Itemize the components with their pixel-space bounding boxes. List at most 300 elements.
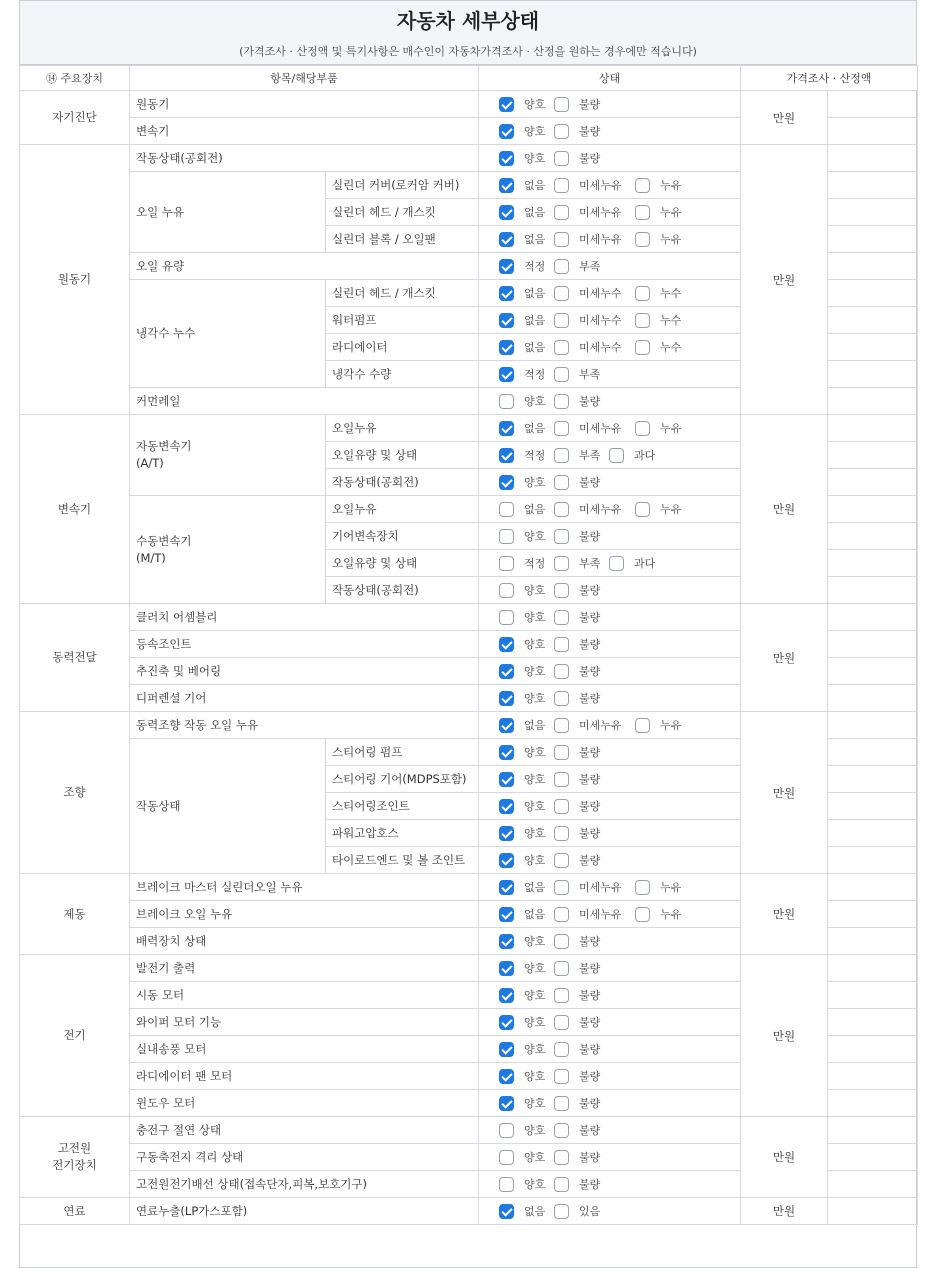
price-input-cell[interactable] (828, 685, 918, 712)
price-input-cell[interactable] (828, 442, 918, 469)
status-cell (479, 955, 741, 982)
checkbox[interactable] (554, 286, 569, 301)
checkbox[interactable] (499, 151, 514, 166)
checkbox[interactable] (554, 583, 569, 598)
option-label: 없음 (524, 503, 546, 516)
status-cell (479, 820, 741, 847)
header-price: 가격조사 · 산정액 (741, 66, 918, 91)
checkbox[interactable] (554, 529, 569, 544)
checkbox[interactable] (635, 880, 650, 895)
option-label: 양호 (524, 1178, 546, 1191)
option-label: 과다 (634, 449, 656, 462)
option-label: 없음 (524, 179, 546, 192)
checkbox[interactable] (635, 907, 650, 922)
checkbox[interactable] (499, 340, 514, 355)
status-cell (479, 1198, 741, 1225)
price-unit-cell: 만원 (741, 145, 828, 415)
checkbox[interactable] (499, 907, 514, 922)
price-unit-cell: 만원 (741, 91, 828, 145)
checkbox[interactable] (499, 583, 514, 598)
checkbox[interactable] (554, 1177, 569, 1192)
option-label: 누유 (660, 233, 682, 246)
item-cell: 배력장치 상태 (130, 928, 479, 955)
option-label: 양호 (524, 1043, 546, 1056)
checkbox[interactable] (499, 664, 514, 679)
status-cell (479, 658, 741, 685)
status-cell (479, 1090, 741, 1117)
status-cell (479, 226, 741, 253)
checkbox[interactable] (554, 961, 569, 976)
status-cell (479, 1036, 741, 1063)
price-unit-cell: 만원 (741, 604, 828, 712)
checkbox[interactable] (554, 151, 569, 166)
checkbox[interactable] (554, 988, 569, 1003)
checkbox[interactable] (499, 1042, 514, 1057)
price-input-cell[interactable] (828, 523, 918, 550)
option-label: 양호 (524, 800, 546, 813)
item-cell: 스티어링 기어(MDPS포함) (326, 766, 479, 793)
checkbox[interactable] (554, 718, 569, 733)
price-input-cell[interactable] (828, 361, 918, 388)
option-label: 적정 (524, 449, 546, 462)
checkbox[interactable] (554, 691, 569, 706)
item-cell: 동력조향 작동 오일 누유 (130, 712, 479, 739)
option-label: 미세누수 (579, 287, 622, 300)
checkbox[interactable] (554, 556, 569, 571)
option-label: 부족 (579, 368, 601, 381)
checkbox[interactable] (499, 934, 514, 949)
checkbox[interactable] (499, 1015, 514, 1030)
checkbox[interactable] (499, 961, 514, 976)
checkbox[interactable] (554, 799, 569, 814)
item-cell: 커먼레일 (130, 388, 479, 415)
table-row (20, 1198, 918, 1225)
option-label: 없음 (524, 233, 546, 246)
option-label: 미세누수 (579, 341, 622, 354)
item-cell: 시동 모터 (130, 982, 479, 1009)
checkbox[interactable] (554, 232, 569, 247)
inspection-form (19, 0, 917, 1268)
category-cell: 원동기 (20, 145, 130, 415)
price-input-cell[interactable] (828, 469, 918, 496)
option-label: 불량 (579, 827, 601, 840)
item-cell: 고전원전기배선 상태(접속단자,피복,보호기구) (130, 1171, 479, 1198)
price-input-cell[interactable] (828, 766, 918, 793)
price-input-cell[interactable] (828, 91, 918, 118)
option-label: 불량 (579, 152, 601, 165)
option-label: 불량 (579, 1070, 601, 1083)
checkbox[interactable] (635, 502, 650, 517)
header-status: 상태 (479, 66, 741, 91)
item-cell: 변속기 (130, 118, 479, 145)
price-input-cell[interactable] (828, 1009, 918, 1036)
option-label: 없음 (524, 287, 546, 300)
checkbox[interactable] (499, 556, 514, 571)
item-cell: 스티어링 펌프 (326, 739, 479, 766)
price-input-cell[interactable] (828, 226, 918, 253)
checkbox[interactable] (554, 475, 569, 490)
option-label: 양호 (524, 827, 546, 840)
option-label: 없음 (524, 206, 546, 219)
checkbox[interactable] (554, 178, 569, 193)
group-cell: 작동상태 (130, 739, 326, 874)
page-subtitle: (가격조사 · 산정액 및 특기사항은 매수인이 자동차가격조사 · 산정을 원하는 경우에만 적습니다) (239, 45, 697, 58)
price-input-cell[interactable] (828, 388, 918, 415)
price-input-cell[interactable] (828, 172, 918, 199)
checkbox[interactable] (499, 502, 514, 517)
checkbox[interactable] (554, 124, 569, 139)
price-input-cell[interactable] (828, 793, 918, 820)
checkbox[interactable] (554, 1042, 569, 1057)
checkbox[interactable] (609, 448, 624, 463)
checkbox[interactable] (554, 1150, 569, 1165)
status-cell (479, 469, 741, 496)
option-label: 불량 (579, 476, 601, 489)
status-cell (479, 118, 741, 145)
checkbox[interactable] (554, 205, 569, 220)
checkbox[interactable] (554, 826, 569, 841)
item-cell: 파워고압호스 (326, 820, 479, 847)
option-label: 누유 (660, 206, 682, 219)
price-input-cell[interactable] (828, 982, 918, 1009)
option-label: 불량 (579, 665, 601, 678)
option-label: 양호 (524, 692, 546, 705)
item-cell: 워터펌프 (326, 307, 479, 334)
checkbox[interactable] (554, 745, 569, 760)
table-row (20, 955, 918, 982)
option-label: 부족 (579, 449, 601, 462)
option-label: 적정 (524, 260, 546, 273)
option-label: 없음 (524, 422, 546, 435)
option-label: 적정 (524, 368, 546, 381)
table-header-row (20, 66, 918, 91)
item-cell: 오일누유 (326, 496, 479, 523)
price-unit-cell: 만원 (741, 874, 828, 955)
option-label: 누수 (660, 314, 682, 327)
checkbox[interactable] (635, 232, 650, 247)
item-cell: 작동상태(공회전) (326, 469, 479, 496)
status-cell (479, 1009, 741, 1036)
checkbox[interactable] (499, 1177, 514, 1192)
status-cell (479, 496, 741, 523)
price-input-cell[interactable] (828, 820, 918, 847)
option-label: 미세누유 (579, 206, 622, 219)
status-cell (479, 982, 741, 1009)
checkbox[interactable] (554, 259, 569, 274)
checkbox[interactable] (499, 313, 514, 328)
option-label: 불량 (579, 125, 601, 138)
checkbox[interactable] (554, 853, 569, 868)
item-cell: 라디에이터 (326, 334, 479, 361)
option-label: 누수 (660, 341, 682, 354)
group-cell: 냉각수 누수 (130, 280, 326, 388)
status-cell (479, 1117, 741, 1144)
price-input-cell[interactable] (828, 199, 918, 226)
option-label: 불량 (579, 611, 601, 624)
price-input-cell[interactable] (828, 415, 918, 442)
status-cell (479, 307, 741, 334)
checkbox[interactable] (499, 529, 514, 544)
checkbox[interactable] (499, 1069, 514, 1084)
category-cell: 연료 (20, 1198, 130, 1225)
status-cell (479, 361, 741, 388)
price-input-cell[interactable] (828, 550, 918, 577)
header-item: 항목/해당부품 (130, 66, 479, 91)
checkbox[interactable] (554, 394, 569, 409)
price-input-cell[interactable] (828, 739, 918, 766)
item-cell: 발전기 출력 (130, 955, 479, 982)
checkbox[interactable] (554, 313, 569, 328)
status-cell (479, 712, 741, 739)
checkbox[interactable] (554, 1204, 569, 1219)
checkbox[interactable] (499, 826, 514, 841)
option-label: 미세누유 (579, 908, 622, 921)
option-label: 없음 (524, 341, 546, 354)
status-cell (479, 199, 741, 226)
table-row (20, 604, 918, 631)
checkbox[interactable] (554, 448, 569, 463)
option-label: 없음 (524, 881, 546, 894)
group-cell: 자동변속기 (A/T) (130, 415, 326, 496)
checkbox[interactable] (499, 232, 514, 247)
condition-table (19, 65, 918, 1225)
option-label: 불량 (579, 854, 601, 867)
table-row (20, 415, 918, 442)
checkbox[interactable] (499, 475, 514, 490)
price-input-cell[interactable] (828, 658, 918, 685)
option-label: 미세누유 (579, 233, 622, 246)
option-label: 불량 (579, 962, 601, 975)
price-input-cell[interactable] (828, 1144, 918, 1171)
option-label: 양호 (524, 584, 546, 597)
option-label: 불량 (579, 98, 601, 111)
price-input-cell[interactable] (828, 1063, 918, 1090)
option-label: 불량 (579, 800, 601, 813)
checkbox[interactable] (554, 421, 569, 436)
item-cell: 등속조인트 (130, 631, 479, 658)
price-input-cell[interactable] (828, 847, 918, 874)
status-cell (479, 604, 741, 631)
checkbox[interactable] (499, 97, 514, 112)
checkbox[interactable] (635, 178, 650, 193)
option-label: 과다 (634, 557, 656, 570)
checkbox[interactable] (499, 718, 514, 733)
option-label: 양호 (524, 1070, 546, 1083)
checkbox[interactable] (635, 205, 650, 220)
option-label: 부족 (579, 260, 601, 273)
form-header (20, 1, 916, 65)
checkbox[interactable] (499, 259, 514, 274)
item-cell: 실내송풍 모터 (130, 1036, 479, 1063)
category-cell: 제동 (20, 874, 130, 955)
option-label: 누유 (660, 503, 682, 516)
checkbox[interactable] (499, 691, 514, 706)
checkbox[interactable] (499, 1150, 514, 1165)
option-label: 불량 (579, 530, 601, 543)
group-cell: 수동변속기 (M/T) (130, 496, 326, 604)
category-cell: 전기 (20, 955, 130, 1117)
item-cell: 기어변속장치 (326, 523, 479, 550)
price-unit-cell: 만원 (741, 415, 828, 604)
checkbox[interactable] (554, 880, 569, 895)
checkbox[interactable] (554, 1096, 569, 1111)
table-row (20, 874, 918, 901)
item-cell: 실린더 블록 / 오일팬 (326, 226, 479, 253)
checkbox[interactable] (499, 1096, 514, 1111)
checkbox[interactable] (554, 97, 569, 112)
option-label: 미세누유 (579, 422, 622, 435)
price-input-cell[interactable] (828, 604, 918, 631)
price-input-cell[interactable] (828, 874, 918, 901)
checkbox[interactable] (635, 313, 650, 328)
checkbox[interactable] (499, 637, 514, 652)
category-cell: 조향 (20, 712, 130, 874)
price-input-cell[interactable] (828, 496, 918, 523)
checkbox[interactable] (635, 286, 650, 301)
price-input-cell[interactable] (828, 334, 918, 361)
option-label: 미세누유 (579, 719, 622, 732)
checkbox[interactable] (499, 421, 514, 436)
item-cell: 브레이크 마스터 실린더오일 누유 (130, 874, 479, 901)
option-label: 불량 (579, 584, 601, 597)
checkbox[interactable] (499, 394, 514, 409)
option-label: 불량 (579, 773, 601, 786)
checkbox[interactable] (635, 421, 650, 436)
option-label: 양호 (524, 1097, 546, 1110)
option-label: 불량 (579, 989, 601, 1002)
option-label: 있음 (579, 1205, 601, 1218)
checkbox[interactable] (635, 718, 650, 733)
price-input-cell[interactable] (828, 145, 918, 172)
checkbox[interactable] (635, 340, 650, 355)
checkbox[interactable] (554, 934, 569, 949)
option-label: 미세누유 (579, 503, 622, 516)
price-input-cell[interactable] (828, 901, 918, 928)
price-input-cell[interactable] (828, 1198, 918, 1225)
option-label: 양호 (524, 1124, 546, 1137)
option-label: 양호 (524, 638, 546, 651)
price-input-cell[interactable] (828, 307, 918, 334)
price-input-cell[interactable] (828, 1036, 918, 1063)
price-unit-cell: 만원 (741, 1117, 828, 1198)
option-label: 없음 (524, 719, 546, 732)
header-main-device: ⑭ 주요장치 (20, 66, 130, 91)
checkbox[interactable] (554, 907, 569, 922)
price-input-cell[interactable] (828, 118, 918, 145)
checkbox[interactable] (554, 637, 569, 652)
option-label: 양호 (524, 773, 546, 786)
price-input-cell[interactable] (828, 955, 918, 982)
checkbox[interactable] (499, 745, 514, 760)
price-input-cell[interactable] (828, 253, 918, 280)
checkbox[interactable] (554, 502, 569, 517)
item-cell: 오일유량 및 상태 (326, 442, 479, 469)
checkbox[interactable] (499, 853, 514, 868)
checkbox[interactable] (499, 988, 514, 1003)
checkbox[interactable] (499, 448, 514, 463)
item-cell: 원동기 (130, 91, 479, 118)
price-input-cell[interactable] (828, 928, 918, 955)
checkbox[interactable] (554, 340, 569, 355)
checkbox[interactable] (554, 1015, 569, 1030)
checkbox[interactable] (554, 610, 569, 625)
checkbox[interactable] (554, 664, 569, 679)
option-label: 양호 (524, 989, 546, 1002)
checkbox[interactable] (554, 1123, 569, 1138)
checkbox[interactable] (554, 1069, 569, 1084)
item-cell: 실린더 헤드 / 개스킷 (326, 199, 479, 226)
status-cell (479, 631, 741, 658)
option-label: 없음 (524, 908, 546, 921)
checkbox[interactable] (499, 799, 514, 814)
status-cell (479, 1063, 741, 1090)
price-input-cell[interactable] (828, 1117, 918, 1144)
price-input-cell[interactable] (828, 712, 918, 739)
option-label: 불량 (579, 1124, 601, 1137)
option-label: 없음 (524, 1205, 546, 1218)
option-label: 양호 (524, 1016, 546, 1029)
option-label: 없음 (524, 314, 546, 327)
item-cell: 충전구 절연 상태 (130, 1117, 479, 1144)
checkbox[interactable] (499, 178, 514, 193)
status-cell (479, 739, 741, 766)
option-label: 미세누유 (579, 179, 622, 192)
checkbox[interactable] (499, 286, 514, 301)
item-cell: 윈도우 모터 (130, 1090, 479, 1117)
price-input-cell[interactable] (828, 1171, 918, 1198)
checkbox[interactable] (499, 205, 514, 220)
status-cell (479, 280, 741, 307)
option-label: 양호 (524, 935, 546, 948)
status-cell (479, 1144, 741, 1171)
status-cell (479, 172, 741, 199)
item-cell: 디퍼렌셜 기어 (130, 685, 479, 712)
option-label: 양호 (524, 395, 546, 408)
price-input-cell[interactable] (828, 1090, 918, 1117)
table-body (20, 91, 918, 1225)
price-input-cell[interactable] (828, 577, 918, 604)
status-cell (479, 523, 741, 550)
status-cell (479, 847, 741, 874)
checkbox[interactable] (499, 772, 514, 787)
checkbox[interactable] (499, 1204, 514, 1219)
table-row (20, 91, 918, 118)
table-row (20, 712, 918, 739)
checkbox[interactable] (554, 367, 569, 382)
checkbox[interactable] (499, 124, 514, 139)
checkbox[interactable] (554, 772, 569, 787)
status-cell (479, 685, 741, 712)
checkbox[interactable] (499, 610, 514, 625)
table-row (20, 1117, 918, 1144)
price-input-cell[interactable] (828, 631, 918, 658)
option-label: 불량 (579, 395, 601, 408)
option-label: 불량 (579, 1178, 601, 1191)
checkbox[interactable] (609, 556, 624, 571)
checkbox[interactable] (499, 367, 514, 382)
status-cell (479, 874, 741, 901)
item-cell: 실린더 커버(로커암 커버) (326, 172, 479, 199)
option-label: 불량 (579, 935, 601, 948)
item-cell: 냉각수 수량 (326, 361, 479, 388)
checkbox[interactable] (499, 1123, 514, 1138)
status-cell (479, 442, 741, 469)
option-label: 부족 (579, 557, 601, 570)
checkbox[interactable] (499, 880, 514, 895)
option-label: 양호 (524, 854, 546, 867)
price-input-cell[interactable] (828, 280, 918, 307)
status-cell (479, 388, 741, 415)
